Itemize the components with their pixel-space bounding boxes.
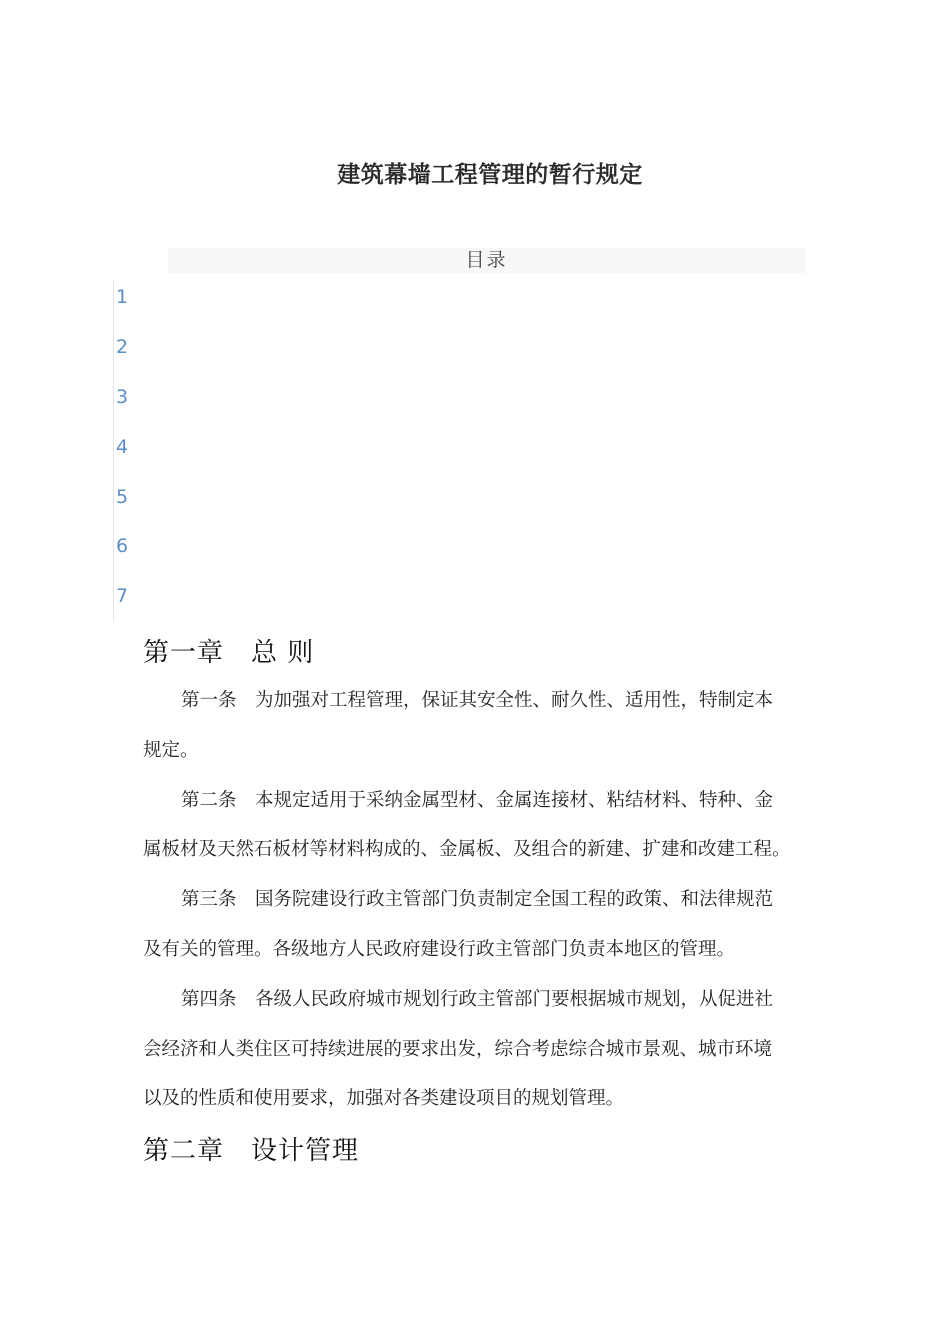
article-line: 会经济和人类住区可持续进展的要求出发，综合考虑综合城市景观、城市环境 — [143, 1039, 773, 1060]
toc-item-7[interactable]: 7 — [116, 585, 129, 607]
toc-item-2[interactable]: 2 — [116, 336, 129, 358]
article-line: 第三条 国务院建设行政主管部门负责制定全国工程的政策、和法律规范 — [181, 889, 774, 910]
chapter-heading: 第一章 总 则 — [143, 638, 315, 668]
document-title: 建筑幕墙工程管理的暂行规定 — [337, 162, 643, 188]
article-line: 第二条 本规定适用于采纳金属型材、金属连接材、粘结材料、特种、金 — [181, 790, 774, 811]
toc-list — [113, 280, 154, 622]
toc-item-4[interactable]: 4 — [116, 436, 129, 458]
article-line: 第四条 各级人民政府城市规划行政主管部门要根据城市规划，从促进社 — [181, 989, 774, 1010]
toc-header: 目录 — [168, 248, 805, 273]
chapter-heading: 第二章 设计管理 — [143, 1136, 360, 1166]
toc-item-3[interactable]: 3 — [116, 386, 129, 408]
article-line: 第一条 为加强对工程管理，保证其安全性、耐久性、适用性，特制定本 — [181, 690, 774, 711]
toc-item-1[interactable]: 1 — [116, 286, 129, 308]
article-line: 规定。 — [143, 740, 199, 761]
article-line: 以及的性质和使用要求，加强对各类建设项目的规划管理。 — [143, 1088, 625, 1109]
article-line: 属板材及天然石板材等材料构成的、金属板、及组合的新建、扩建和改建工程。 — [143, 839, 791, 860]
article-line: 及有关的管理。各级地方人民政府建设行政主管部门负责本地区的管理。 — [143, 939, 736, 960]
toc-item-5[interactable]: 5 — [116, 486, 129, 508]
toc-item-6[interactable]: 6 — [116, 535, 129, 557]
